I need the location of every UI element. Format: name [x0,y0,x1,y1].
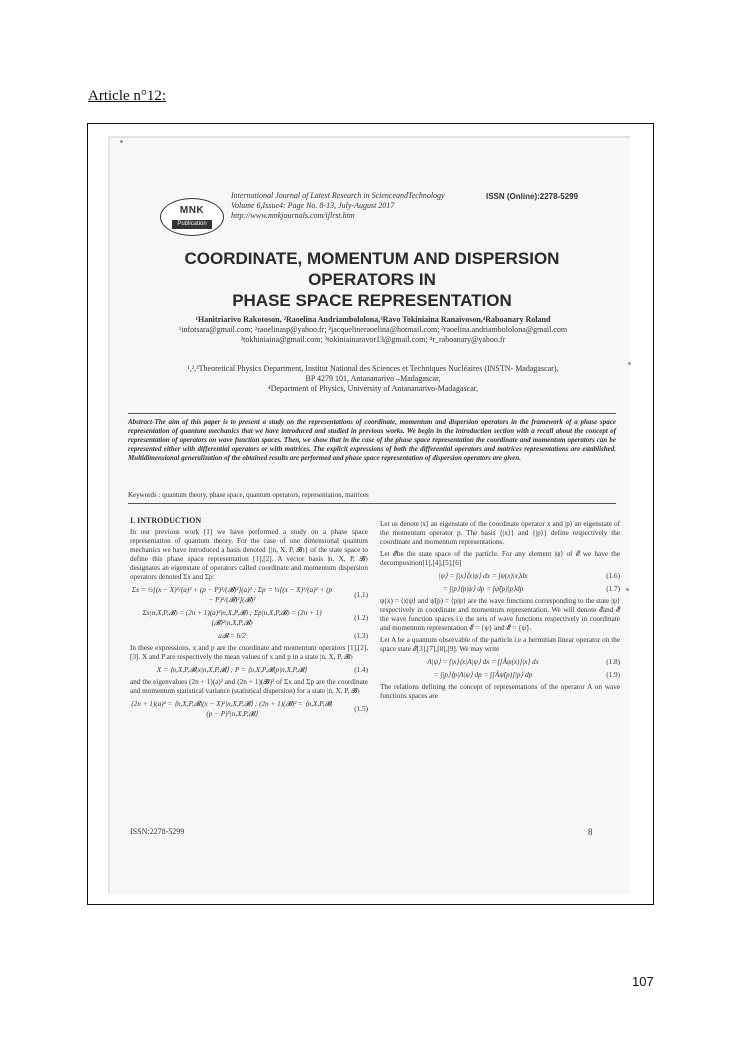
right-column [380,520,620,704]
equation-number: (1.8) [606,657,620,666]
abstract: Abstract-The aim of this paper is to present a study on the representations of coordinate, momentum and dispersion operators in the framework of a phase space representation of quantum mechanics that we have introduced and studied in previous works. We begin in the introduction section with a recall about the concept of representation of operators on wave function spaces. Then, we show that in the case of the phase space representation the coordinate and momentum operators can be represented either with differential operators or with matrices. The explicit expressions of both the differential operators and matrices representations are established. Multidimensional generalization of the obtained results are performed and phase space representation of dispersion operators are given. [128,418,616,462]
journal-info [231,191,491,221]
equation-number: (1.2) [354,613,368,622]
body-paragraph: ψ(x) = ⟨x|ψ⟩ and ψ̃(p) = ⟨p|ψ⟩ are the wave functions corresponding to the state |ψ⟩ respectively in coordinate and momentum representation. We will denote 𝓔̂and 𝓔̃ the wave function spaces i.e the sets of wave functions respectively in coordinate and momentum representation 𝓔̂ = {ψ} and 𝓔̃ = {ψ̃}. [380,597,620,632]
scan-speck [626,588,629,591]
equation-number: (1.7) [606,584,620,593]
equation-number: (1.6) [606,571,620,580]
scan-speck [120,140,123,143]
equation-number: (1.9) [606,670,620,679]
equation-body: = ∫|p⟩⟨p|A|ψ⟩ dp = ∫[Ãψ̃(p)]|p⟩ dp [433,671,533,679]
body-paragraph: Let 𝓔be the state space of the particle. For any element |ψ⟩ of 𝓔 we have the decomposition[1],[4],[5],[6] [380,550,620,567]
equation [130,699,368,719]
journal-line: International Journal of Latest Research in ScienceandTechnology [231,191,445,200]
journal-page-number: 8 [588,827,593,837]
body-paragraph: and the eigenvalues (2n + 1)(a)² and (2n + 1)(𝓑)² of Σx and Σp are the coordinate and momentum statistical variance (statistical dispersion) for a state |n, X, P, 𝓑⟩ [130,678,368,695]
affiliation-line: ⁴Department of Physics, University of Antananarivo-Madagascar, [267,384,479,393]
body-paragraph: Let us denote |x⟩ an eigenstate of the coordinate operator x and |p⟩ an eigenstate of the momentum operator p. The basis {|x⟩} and {|p⟩} define respectively the coordinate and momentum representations. [380,520,620,546]
issn-online: ISSN (Online):2278-5299 [486,192,579,201]
equation-body: |ψ⟩ = ∫|x⟩⟨x|ψ⟩ dx = ∫ψ(x)|x⟩dx [438,572,528,580]
scan-edge-left [108,136,110,894]
issn-footer: ISSN:2278-5299 [130,827,185,836]
equation [380,584,620,594]
keywords: Keywords : quantum theory, phase space, quantum operators, representation, matrices [128,491,369,499]
equation [130,631,368,641]
abstract-rule-top [128,413,616,414]
article-frame [87,123,654,905]
equation [380,571,620,581]
equation-number: (1.1) [354,590,368,599]
equation [130,585,368,605]
equation-body: X = ⟨n,X,P,𝓑|x|n,X,P,𝓑⟩ ; P = ⟨n,X,P,𝓑|p|n,X,P,𝓑⟩ [156,666,308,674]
equation-body: A|ψ⟩ = ∫|x⟩⟨x|A|ψ⟩ dx = ∫[Âψ(x)]|x⟩ dx [427,658,539,666]
author-emails: ¹infotsara@gmail.com; ²raoelinasp@yahoo.fr; ²jacquelineraoelina@hotmail.com; ²raoelina.andriambololona@gmail.com [178,325,568,334]
section-heading: I. INTRODUCTION [130,516,202,525]
author-emails: ³tokhiniaina@gmail.com; ³tokiniainaravor13@gmail.com; ⁴r_raboanary@yahoo.fr [240,335,506,344]
equation-body: (2n + 1)(a)² = ⟨n,X,P,𝓑|(x − X)²|n,X,P,𝓑⟩ ; (2n + 1)(𝓑)² = ⟨n,X,P,𝓑|(p − P)²|n,X,P,𝓑⟩ [131,700,333,718]
journal-url: http://www.mnkjournals.com/ijlrst.htm [231,211,355,220]
publisher-logo-text: MNK [179,205,205,216]
body-paragraph: In these expressions, x and p are the coordinate and momentum operators [1],[2],[3]. X and P are respectively the mean values of x and p in a state |n, X, P, 𝓑⟩ [130,644,368,661]
paper-title-line: COORDINATE, MOMENTUM AND DISPERSION [184,249,560,268]
article-heading: Article n°12: [88,88,167,104]
publisher-logo-subtext: Publication [172,220,212,229]
equation-number: (1.4) [354,665,368,674]
equation [130,608,368,628]
affiliation-line: ¹,²,³Theoretical Physics Department, Institut National des Sciences et Techniques Nucléaires (INSTN- Madagascar), [187,364,559,373]
equation-number: (1.3) [354,631,368,640]
journal-line: Volume 6,Issue4: Page No. 8-13, July-August 2017 [231,201,395,210]
scan-edge-top [108,136,630,138]
equation [380,670,620,680]
author-names: ¹Hanitriarivo Rakotoson, ²Raoelina Andriambololona,³Ravo Tokiniaina Ranaivoson,⁴Raboanary Roland [195,315,551,324]
body-paragraph: Let A be a quantum observable of the particle i.e a hermitian linear operator on the space state 𝓔[3],[7],[8],[9]. We may write [380,636,620,653]
affiliations [138,364,608,394]
paper-title-line: OPERATORS IN [308,270,436,289]
left-column [130,516,368,722]
equation-body: a𝓑 = ħ/2 [218,632,246,640]
page-number: 107 [632,974,654,989]
equation-body: Σx|n,X,P,𝓑⟩ = (2n + 1)(a)²|n,X,P,𝓑⟩ ; Σp|n,X,P,𝓑⟩ = (2n + 1)(𝓑)²|n,X,P,𝓑⟩ [142,609,322,627]
paper-title-line: PHASE SPACE REPRESENTATION [232,291,512,310]
paper-title [132,248,612,311]
author-block [138,315,608,345]
equation-body: = ∫|p⟩⟨p|ψ⟩ dp = ∫ψ̃(p)|p⟩dp [442,585,524,593]
scan-speck [628,362,631,365]
equation [130,665,368,675]
equation-body: Σx = ½[(x − X)²/(a)² + (p − P)²/(𝓑)²](a)² ; Σp = ½[(x − X)²/(a)² + (p − P)²/(𝓑)²](𝓑)² [131,586,333,604]
abstract-rule-bottom [128,503,616,504]
equation [380,657,620,667]
equation-number: (1.5) [354,704,368,713]
scanned-page [108,136,630,894]
body-paragraph: In our previous work [1] we have performed a study on a phase space representation of quantum theory. For the case of one dimensional quantum mechanics we have introduced a basis denoted {|n, X, P, 𝓑⟩} of the state space to define this phase space representation [1],[2]. A vector basis |n, X, P, 𝓑⟩ designates an eigenstate of operators called coordinate and momentum dispersion operators denoted Σx and Σp: [130,528,368,581]
publisher-logo [160,198,224,236]
body-paragraph: The relations defining the concept of representations of the operator A on wave functions spaces are [380,683,620,700]
affiliation-line: BP 4279 101, Antananarivo –Madagascar, [305,374,441,383]
